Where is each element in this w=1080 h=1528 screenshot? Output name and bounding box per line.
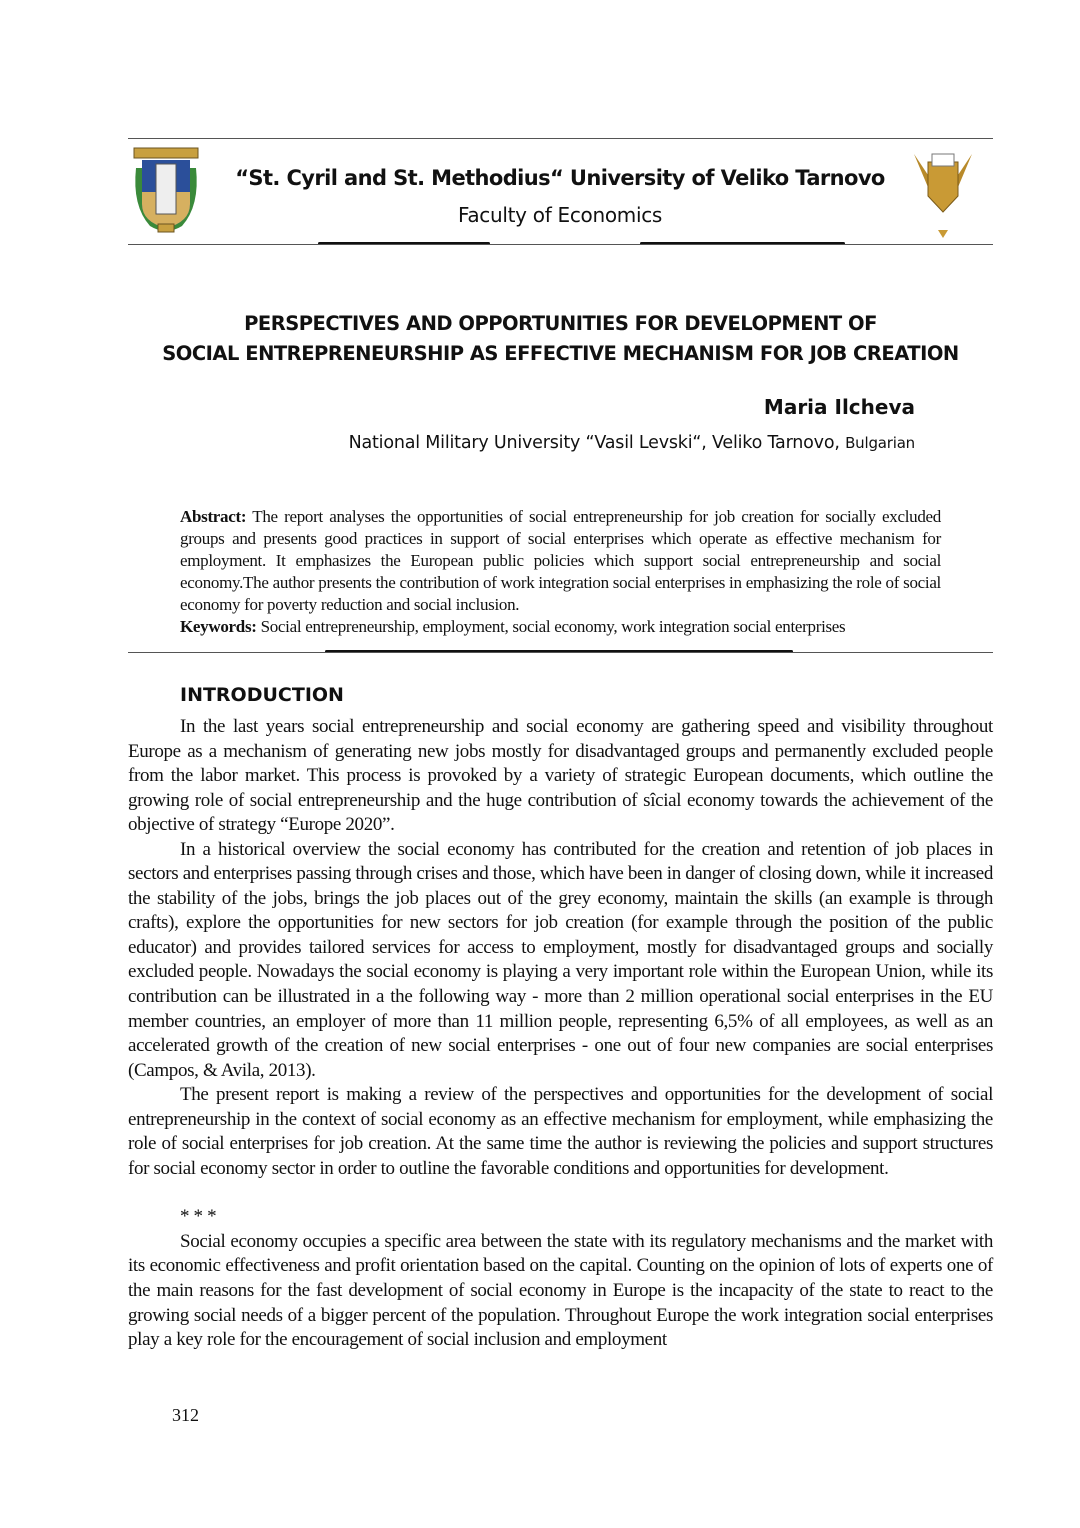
- abstract-text: The report analyses the opportunities of social entrepreneurship for job creation for socially excluded groups and presents good practices in support of social enterprises which operate as effective mechanism for employment. It emphasizes the European public policies which support social entrepreneurship and social economy.The author presents the contribution of work integration social enterprises in emphasizing the role of social economy for poverty reduction and social inclusion.: [180, 507, 941, 614]
- affiliation-country: Bulgarian: [845, 434, 915, 452]
- header-top-rule: [128, 138, 993, 139]
- page-number: 312: [172, 1405, 199, 1425]
- faculty-helmet-emblem-icon: [910, 148, 976, 240]
- keywords-label: Keywords:: [180, 617, 257, 636]
- section-separator: * * *: [180, 1206, 217, 1228]
- abstract-bottom-rule: [128, 652, 993, 653]
- abstract-label: Abstract:: [180, 507, 247, 526]
- faculty-name: Faculty of Economics: [457, 203, 663, 227]
- paragraph: Social economy occupies a specific area between the state with its regulatory mechanisms and the market with its economic effectiveness and profit orientation based on the capital. Counting on the opinion of lots of experts one of the main reasons for the fast development of social economy in Europe is the incapacity of the state to react to the growing social needs of a bigger percent of the population. Throughout Europe the work integration social enterprises play a key role for the encouragement of social inclusion and employment: [128, 1230, 993, 1351]
- introduction-body: [128, 715, 993, 1353]
- author-affiliation: [349, 433, 915, 453]
- keywords-text: Social entrepreneurship, employment, social economy, work integration social enterprises: [260, 617, 846, 636]
- abstract-block: [180, 506, 941, 638]
- paragraph: In a historical overview the social economy has contributed for the creation and retention of job places in sectors and enterprises passing through crises and those, which have been in danger of closing down, while it increased the stability of the jobs, brings the job places out of the grey economy, maintain the skills (an example is through crafts), explore the opportunities for new sectors for job creation (for example through the position of the public educator) and provides tailored services for access to employment, mostly for disadvantaged groups and socially excluded people. Nowadays the social economy is playing a very important role within the European Union, while its contribution can be illustrated in a the following way - more than 2 million operational social enterprises in the EU member countries, an employer of more than 11 million people, representing 6,5% of all employees, as well as an accelerated growth of the creation of new social enterprises - one out of four new companies are social enterprises (Campos, & Avila, 2013).: [128, 838, 993, 1081]
- affiliation-text: National Military University “Vasil Levski“, Veliko Tarnovo,: [348, 433, 840, 453]
- author-name: Maria Ilcheva: [763, 395, 915, 419]
- paragraph: In the last years social entrepreneurship and social economy are gathering speed and visibility throughout Europe as a mechanism of generating new jobs mostly for disadvantaged groups and permanently excluded people from the labor market. This process is provoked by a variety of strategic European documents, which outline the growing role of social entrepreneurship and the huge contribution of sîcial economy towards the achievement of the objective of strategy “Europe 2020”.: [128, 716, 993, 836]
- paper-title-line-2: SOCIAL ENTREPRENEURSHIP AS EFFECTIVE MECHANISM FOR JOB CREATION: [162, 342, 959, 365]
- paper-title-line-1: PERSPECTIVES AND OPPORTUNITIES FOR DEVELOPMENT OF: [244, 312, 877, 335]
- university-name: “St. Cyril and St. Methodius“ University of Veliko Tarnovo: [235, 166, 885, 190]
- header-bottom-rule: [128, 244, 993, 245]
- section-heading-introduction: INTRODUCTION: [180, 684, 344, 706]
- paragraph: The present report is making a review of the perspectives and opportunities for the development of social entrepreneurship in the context of social economy as an effective mechanism for employment, while emphasizing the role of social enterprises for job creation. At the same time the author is reviewing the policies and support structures for social economy sector in order to outline the favorable conditions and opportunities for development.: [128, 1084, 993, 1179]
